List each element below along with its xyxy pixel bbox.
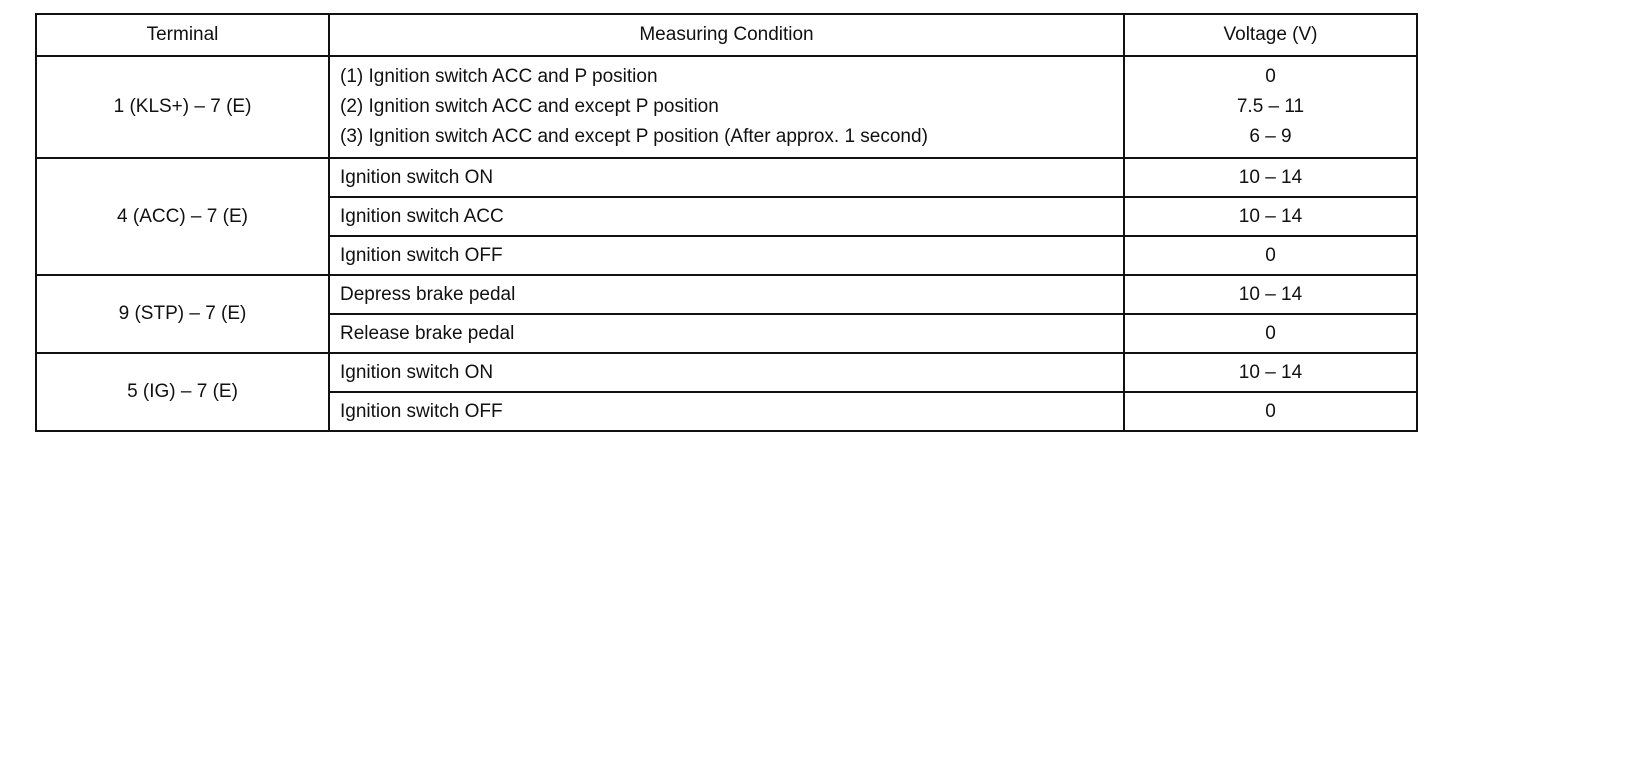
voltage-line: 6 – 9: [1249, 126, 1292, 147]
terminal-cell-ig: 5 (IG) – 7 (E): [36, 353, 329, 431]
voltage-line: 0: [1265, 66, 1276, 87]
table-row: [36, 158, 1417, 197]
voltage-line: 7.5 – 11: [1236, 96, 1305, 117]
voltage-cell: 10 – 14: [1124, 158, 1417, 197]
table-header-row: [36, 14, 1417, 56]
terminal-cell-stp: 9 (STP) – 7 (E): [36, 275, 329, 353]
condition-cell: Ignition switch OFF: [329, 236, 1124, 275]
column-header-voltage: Voltage (V): [1124, 14, 1417, 56]
voltage-cell: 10 – 14: [1124, 197, 1417, 236]
voltage-cell: 10 – 14: [1124, 275, 1417, 314]
voltage-cell: 10 – 14: [1124, 353, 1417, 392]
column-header-terminal: Terminal: [36, 14, 329, 56]
condition-cell-kls: [329, 56, 1124, 158]
condition-cell: Release brake pedal: [329, 314, 1124, 353]
voltage-cell: 0: [1124, 392, 1417, 431]
column-header-condition: Measuring Condition: [329, 14, 1124, 56]
table-row-kls: [36, 56, 1417, 158]
condition-line: (3) Ignition switch ACC and except P position (After approx. 1 second): [340, 126, 928, 147]
terminal-voltage-table: [35, 13, 1418, 432]
voltage-cell: 0: [1124, 236, 1417, 275]
condition-cell: Ignition switch ON: [329, 158, 1124, 197]
condition-cell: Ignition switch ON: [329, 353, 1124, 392]
condition-cell: Ignition switch ACC: [329, 197, 1124, 236]
condition-cell: Depress brake pedal: [329, 275, 1124, 314]
terminal-cell-acc: 4 (ACC) – 7 (E): [36, 158, 329, 275]
condition-line: (2) Ignition switch ACC and except P position: [340, 96, 719, 117]
table-row: [36, 275, 1417, 314]
condition-cell: Ignition switch OFF: [329, 392, 1124, 431]
table-row: [36, 353, 1417, 392]
terminal-cell-kls: 1 (KLS+) – 7 (E): [36, 56, 329, 158]
voltage-cell-kls: [1124, 56, 1417, 158]
condition-line: (1) Ignition switch ACC and P position: [340, 66, 658, 87]
voltage-cell: 0: [1124, 314, 1417, 353]
